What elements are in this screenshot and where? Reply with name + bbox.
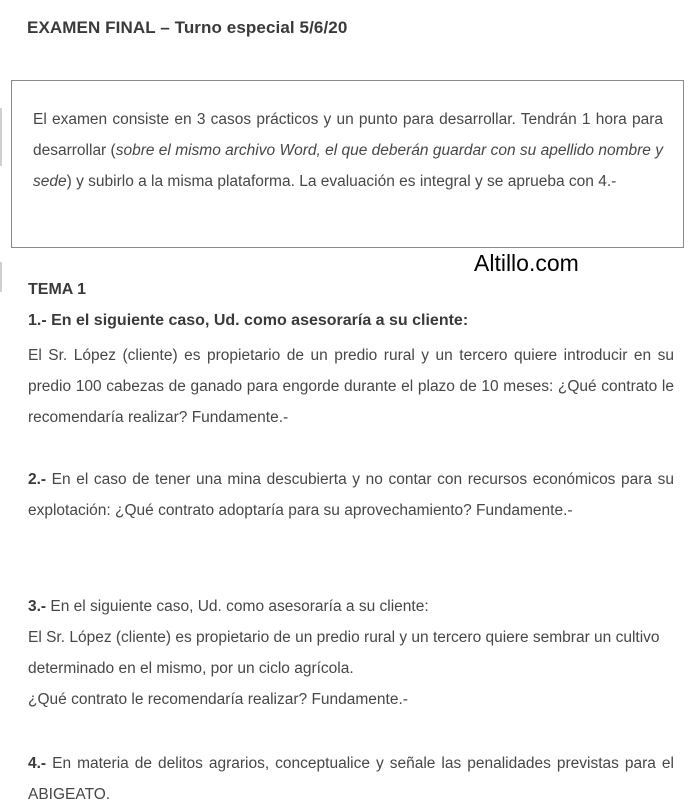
question-2-body: En el caso de tener una mina descubierta y no contar con recursos económicos para su explotación: ¿Qué contrato adoptaría para su aprovechamiento? Fundamente.-	[28, 471, 674, 519]
scan-edge-mark	[0, 108, 2, 166]
question-2	[28, 464, 674, 526]
question-3-line-3: ¿Qué contrato le recomendaría realizar? Fundamente.-	[28, 691, 408, 708]
question-3-heading: En el siguiente caso, Ud. como asesoraría a su cliente:	[46, 598, 429, 615]
question-2-number: 2.-	[28, 471, 47, 488]
scan-edge-mark	[0, 262, 2, 292]
question-3-number: 3.-	[28, 598, 47, 615]
question-3	[28, 591, 674, 715]
instructions-part1: El examen consiste en 3 casos prácticos y un punto para desarrollar. Tendrán 1 hora para desarrollar (	[33, 111, 663, 159]
question-4-number: 4.-	[28, 755, 47, 772]
question-3-line-2: El Sr. López (cliente) es propietario de un predio rural y un tercero quiere sembrar un cultivo determinado en el mismo, por un ciclo agrícola.	[28, 629, 660, 677]
instructions-part2: ) y subirlo a la misma plataforma. La evaluación es integral y se aprueba con 4.-	[66, 173, 617, 190]
watermark: Altillo.com	[474, 250, 579, 276]
instructions-box	[11, 80, 684, 248]
question-4-body: En materia de delitos agrarios, conceptualice y señale las penalidades previstas para el ABIGEATO.	[28, 755, 674, 803]
instructions-italic: sobre el mismo archivo Word, el que deberán guardar con su apellido nombre y sede	[33, 142, 663, 190]
question-4	[28, 748, 674, 810]
question-3-line-1	[28, 591, 674, 622]
question-1-body: El Sr. López (cliente) es propietario de un predio rural y un tercero quiere introducir en su predio 100 cabezas de ganado para engorde durante el plazo de 10 meses: ¿Qué contrato le recomendaría realizar? Fundamente.-	[28, 347, 674, 426]
section-heading: TEMA 1	[28, 281, 87, 298]
exam-title: EXAMEN FINAL – Turno especial 5/6/20	[27, 18, 348, 37]
question-1-heading: 1.- En el siguiente caso, Ud. como asesoraría a su cliente:	[28, 312, 469, 329]
instructions-text	[33, 104, 663, 197]
